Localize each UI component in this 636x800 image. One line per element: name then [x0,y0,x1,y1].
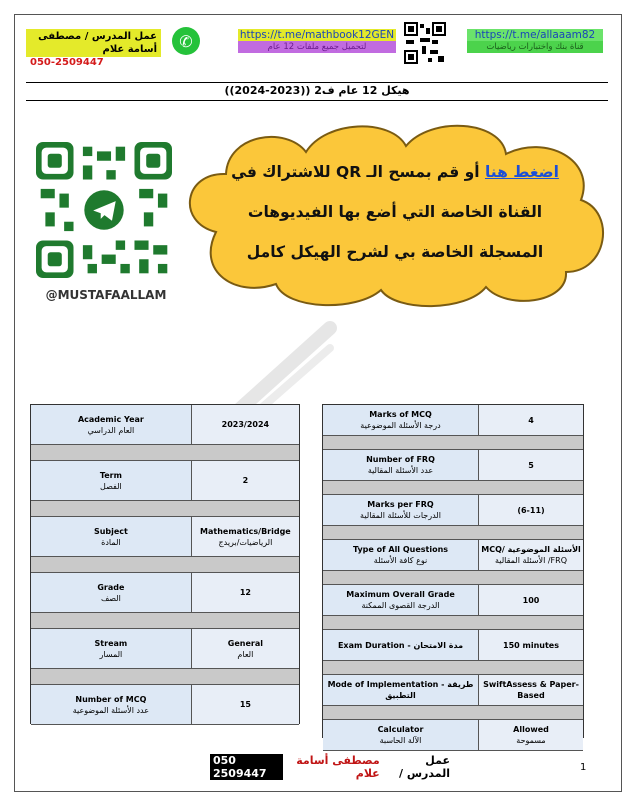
link-right-sub: قناة بنك واختبارات رياضيات [467,41,603,53]
footer-credit [210,754,450,780]
link-right-url[interactable]: https://t.me/allaaam82 [467,29,603,41]
cloud-line-2: القناة الخاصة التي أضع بها الفيديوهات [247,203,543,221]
row-value [479,630,583,660]
channel-handle: @MUSTAFAALLAM [45,288,167,302]
value-ar: الرياضيات/بريدج [218,537,273,547]
label-en: Calculator [377,725,424,734]
label-en: Marks per FRQ [367,500,434,509]
value-text: Allowed [513,725,549,734]
telegram-link-allaaam[interactable] [467,29,603,53]
row-value [479,585,583,615]
value-text: MCQ/ الأسئلة الموضوعية [481,545,581,554]
value-text: 15 [239,700,251,709]
row-label [323,720,479,750]
table-gap-row [323,661,583,675]
table-row [323,630,583,661]
value-text: 100 [522,595,540,605]
row-label [31,685,192,724]
page-number: 1 [580,762,587,773]
value-text: 2023/2024 [221,420,270,429]
cloud-line-3: المسجلة الخاصة بي لشرح الهيكل كامل [246,243,544,261]
value-text: SwiftAssess & Paper-Based [483,680,579,700]
label-ar: الآلة الحاسبة [379,736,422,745]
label-en: Mode of Implementation - طريقة التطبيق [327,680,474,700]
row-label [323,405,479,435]
row-value [479,405,583,435]
teacher-phone: 050-2509447 [30,57,104,68]
value-text: (6-11) [517,505,545,515]
value-text: 4 [528,415,534,425]
table-row [323,495,583,526]
table-row [31,685,299,725]
label-ar: الصف [100,593,121,603]
cloud-message[interactable] [200,152,590,272]
label-ar: المادة [101,537,121,547]
row-label [323,630,479,660]
cloud-line-1[interactable] [200,152,590,192]
table-row [31,405,299,445]
label-ar: عدد الأسئلة الموضوعية [72,705,150,715]
label-ar: العام الدراسي [87,425,135,435]
label-en: Term [99,470,122,480]
label-en: Number of MCQ [75,694,147,704]
exam-info-table-left [30,404,300,724]
row-label [323,675,479,705]
table-gap-row [31,501,299,517]
row-value [192,461,299,500]
link-mid-url[interactable]: https://t.me/mathbook12GEN [239,29,395,41]
table-row [323,540,583,571]
footer-phone: 050 2509447 [210,754,283,780]
value-ar: FRQ/ الأسئلة المقالية [495,556,567,565]
row-value [192,685,299,724]
value-text: 12 [239,588,251,597]
table-row [323,405,583,436]
row-label [323,585,479,615]
table-row [31,461,299,501]
label-ar: عدد الأسئلة المقالية [367,466,434,475]
label-en: Grade [97,582,125,592]
row-label [31,573,192,612]
title-rule-top [26,82,608,83]
label-en: Exam Duration - مدة الامتحان [337,640,464,650]
table-gap-row [323,436,583,450]
row-label [323,450,479,480]
table-gap-row [323,526,583,540]
value-ar: مسموحة [516,736,546,745]
label-ar: نوع كافة الأسئلة [373,556,428,565]
table-row [323,675,583,706]
label-ar: الدرجة القصوى الممكنة [361,601,440,610]
row-label [31,517,192,556]
label-ar: الفصل [100,481,122,491]
teacher-info-box [26,29,161,68]
label-en: Subject [93,526,128,536]
value-text: General [227,638,263,648]
cloud-line-1-rest: أو قم بمسح الـ QR للاشتراك في [231,163,485,181]
footer-label-1: عمل المدرس / [399,754,450,780]
row-value [479,675,583,705]
value-text: 5 [528,460,534,470]
table-gap-row [31,557,299,573]
telegram-link-mathbook[interactable] [238,29,396,53]
value-text: 150 minutes [503,640,559,650]
row-value [479,450,583,480]
row-label [31,405,192,444]
row-value [192,629,299,668]
table-gap-row [31,445,299,461]
table-gap-row [31,669,299,685]
value-ar: العام [237,649,254,659]
table-row [323,720,583,751]
table-row [323,585,583,616]
table-row [31,573,299,613]
value-text: 2 [242,476,249,485]
row-label [323,540,479,570]
whatsapp-icon[interactable]: ✆ [172,27,200,55]
row-value [479,495,583,525]
link-mid-sub: لتحميل جميع ملفات 12 عام [238,41,396,53]
document-title: هيكل 12 عام ف2 ((2023-2024)) [224,84,410,97]
label-en: Maximum Overall Grade [346,590,455,599]
label-en: Marks of MCQ [369,410,432,419]
row-label [31,461,192,500]
table-gap-row [323,481,583,495]
table-row [323,450,583,481]
row-label [323,495,479,525]
exam-info-table-right [322,404,584,745]
label-en: Type of All Questions [352,545,449,554]
label-en: Number of FRQ [366,455,435,464]
label-en: Academic Year [77,414,144,424]
table-gap-row [323,616,583,630]
label-ar: درجة الأسئلة الموضوعية [360,421,441,430]
title-rule-bottom [26,100,608,101]
small-qr-code-icon[interactable] [404,22,446,64]
label-en: Stream [94,638,128,648]
telegram-qr-code-icon[interactable] [36,140,172,280]
click-here-link[interactable]: اضغط هنا [484,163,559,181]
footer-label-2: مصطفى أسامة علام [296,754,380,780]
table-row [31,629,299,669]
table-gap-row [323,706,583,720]
label-ar: الدرجات للأسئلة المقالية [360,511,441,520]
row-value [192,517,299,556]
row-value [192,573,299,612]
table-gap-row [31,613,299,629]
row-value [479,720,583,750]
table-row [31,517,299,557]
row-label [31,629,192,668]
row-value [479,540,583,570]
label-ar: المسار [99,649,123,659]
teacher-label: عمل المدرس / مصطفى أسامة علام [38,31,157,55]
value-text: Mathematics/Bridge [200,526,291,536]
table-gap-row [323,571,583,585]
row-value [192,405,299,444]
